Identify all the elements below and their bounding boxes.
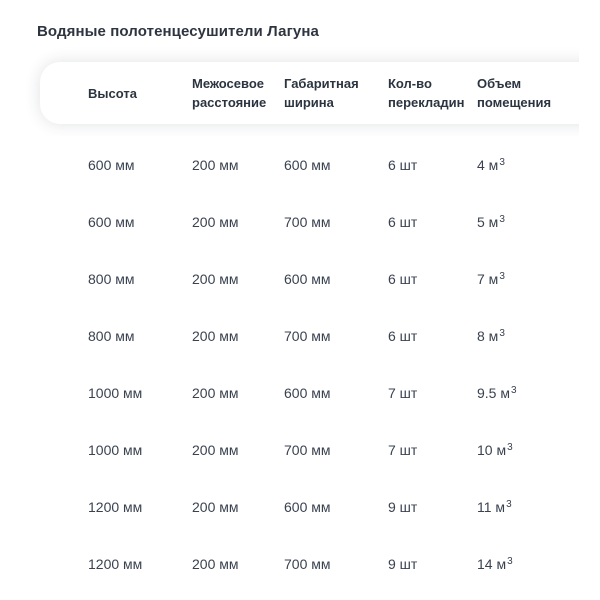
cell-overall-width: 600 мм	[284, 270, 331, 287]
table-body	[40, 136, 600, 592]
cell-overall-width: 600 мм	[284, 156, 331, 173]
table-row	[40, 136, 600, 193]
cell-overall-width: 700 мм	[284, 555, 331, 572]
cell-height: 800 мм	[88, 327, 135, 344]
cell-room-volume: 5 $м^3$	[477, 213, 505, 230]
cell-axial-distance: 200 мм	[192, 156, 239, 173]
cubic-superscript: 3	[510, 384, 517, 396]
table-row	[40, 478, 600, 535]
cell-overall-width: 700 мм	[284, 327, 331, 344]
cell-height: 600 мм	[88, 156, 135, 173]
cell-axial-distance: 200 мм	[192, 384, 239, 401]
cell-axial-distance: 200 мм	[192, 327, 239, 344]
cell-crossbars: 6 шт	[388, 270, 418, 287]
cell-crossbars: 6 шт	[388, 327, 418, 344]
cell-crossbars: 9 шт	[388, 498, 418, 515]
table-scroll-area[interactable]	[17, 42, 579, 136]
cell-height: 600 мм	[88, 213, 135, 230]
cell-height: 1200 мм	[88, 555, 143, 572]
table-header-card	[40, 62, 579, 124]
cubic-superscript: 3	[499, 270, 505, 282]
cubic-superscript: 3	[499, 213, 505, 225]
column-header-room-volume: Объем помещения	[477, 76, 552, 110]
cell-room-volume: 9.5 $м^3$	[477, 384, 517, 401]
cubic-superscript: 3	[506, 498, 512, 510]
cell-height: 1200 мм	[88, 498, 143, 515]
cubic-superscript: 3	[507, 555, 513, 567]
cell-room-volume: 11 $м^3$	[477, 498, 512, 515]
cell-overall-width: 700 мм	[284, 213, 331, 230]
table-row	[40, 421, 600, 478]
column-header-height: Высота	[88, 85, 137, 101]
cubic-superscript: 3	[499, 327, 505, 339]
cell-axial-distance: 200 мм	[192, 441, 239, 458]
table-row	[40, 250, 600, 307]
cell-height: 800 мм	[88, 270, 135, 287]
cell-height: 1000 мм	[88, 441, 143, 458]
cell-room-volume: 7 $м^3$	[477, 270, 505, 287]
table-row	[40, 364, 600, 421]
column-header-axial-distance: Межосевое расстояние	[192, 76, 267, 110]
cell-axial-distance: 200 мм	[192, 555, 239, 572]
cell-crossbars: 7 шт	[388, 441, 418, 458]
cell-overall-width: 600 мм	[284, 384, 331, 401]
column-header-crossbars: Кол-во перекладин	[388, 76, 465, 110]
cell-room-volume: 8 $м^3$	[477, 327, 505, 344]
cell-overall-width: 700 мм	[284, 441, 331, 458]
cell-room-volume: 4 $м^3$	[477, 156, 505, 173]
cell-room-volume: 14 $м^3$	[477, 555, 513, 572]
cell-crossbars: 9 шт	[388, 555, 418, 572]
cell-axial-distance: 200 мм	[192, 270, 239, 287]
cell-overall-width: 600 мм	[284, 498, 331, 515]
table-row	[40, 193, 600, 250]
cell-crossbars: 7 шт	[388, 384, 418, 401]
cell-room-volume: 10 $м^3$	[477, 441, 513, 458]
cell-height: 1000 мм	[88, 384, 143, 401]
cell-axial-distance: 200 мм	[192, 213, 239, 230]
table-row	[40, 307, 600, 364]
cell-crossbars: 6 шт	[388, 156, 418, 173]
cell-crossbars: 6 шт	[388, 213, 418, 230]
page-title: Водяные полотенцесушители Лагуна	[37, 23, 319, 40]
column-header-overall-width: Габаритная ширина	[284, 76, 359, 110]
cell-axial-distance: 200 мм	[192, 498, 239, 515]
table-row	[40, 535, 600, 592]
cubic-superscript: 3	[507, 441, 513, 453]
cubic-superscript: 3	[499, 156, 505, 168]
